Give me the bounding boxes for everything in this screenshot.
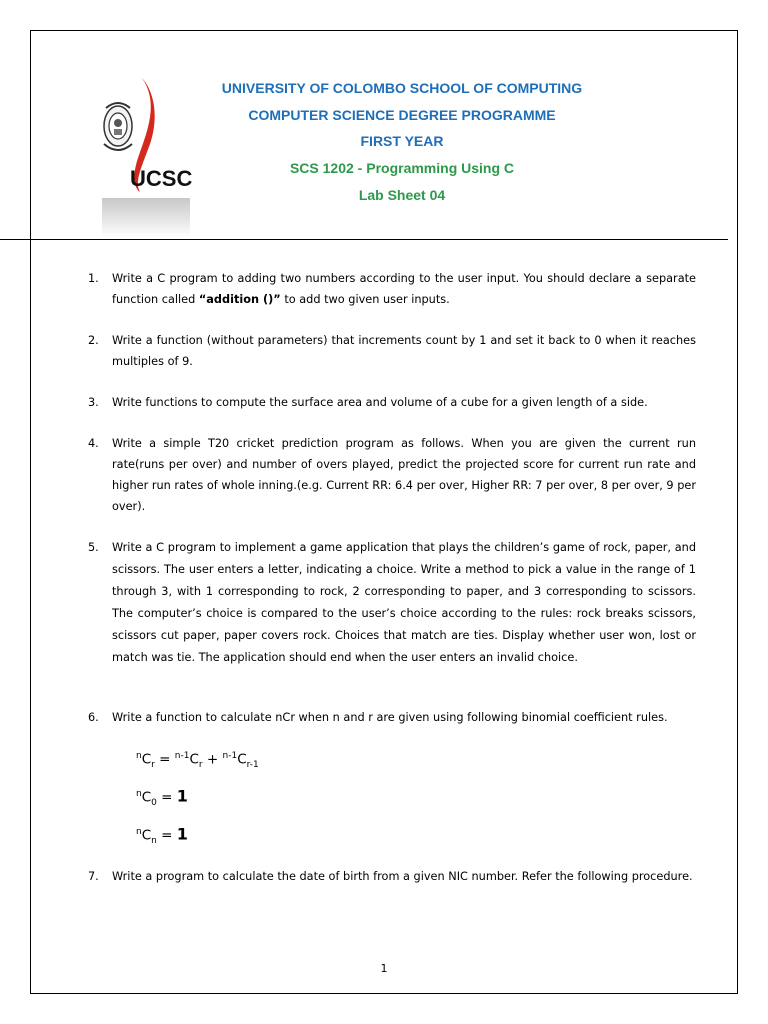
lab-sheet-title: Lab Sheet 04 <box>358 187 446 203</box>
question-5 <box>82 537 696 669</box>
formula-base-zero: $^nC_0 = 1$ <box>136 786 188 809</box>
logo-reflection <box>102 198 190 238</box>
question-text: Write a C program to implement a game application that plays the children’s game of rock, paper, and scissors. The user enters a letter, indicating a choice. Write a method to pick a value in the range of 1 through 3, with 1 corresponding to rock, 2 corresponding to paper, and 3 corresponding to scissors. The computer’s choice is compared to the user’s choice according to the rules: rock breaks scissors, scissors cut paper, paper covers rock. Choices that match are ties. Display whether user won, lost or match was tie. The application should end when the user enters an invalid choice. <box>112 541 696 664</box>
question-number: 5. <box>88 541 99 554</box>
question-text: to add two given user inputs. <box>280 293 450 306</box>
question-text: Write a function to calculate nCr when n and r are given using following binomial coefficient rules. <box>112 711 668 724</box>
question-list <box>82 268 696 907</box>
page-number: 1 <box>380 962 388 975</box>
function-name: “addition ()” <box>198 293 281 306</box>
year-title: FIRST YEAR <box>360 133 444 149</box>
question-number: 6. <box>88 711 99 724</box>
question-2 <box>82 330 696 372</box>
question-text: Write a function (without parameters) that increments count by 1 and set it back to 0 when it reaches multiples of 9. <box>112 334 696 368</box>
question-number: 2. <box>88 334 99 347</box>
university-title: UNIVERSITY OF COLOMBO SCHOOL OF COMPUTING <box>221 80 583 96</box>
ucsc-logo <box>98 74 194 240</box>
question-number: 4. <box>88 437 99 450</box>
logo-text: UCSC <box>130 166 193 191</box>
course-title: SCS 1202 - Programming Using C <box>289 160 515 176</box>
question-text: Write a program to calculate the date of birth from a given NIC number. Refer the following procedure. <box>112 870 693 883</box>
question-7 <box>82 866 696 887</box>
question-4 <box>82 433 696 517</box>
question-1 <box>82 268 696 310</box>
formula-base-n: $^nC_n = 1$ <box>136 824 188 847</box>
question-6 <box>82 707 696 728</box>
question-text: Write a C program to adding two numbers according to the user input. You should declare a separate function called <box>112 272 696 306</box>
programme-title: COMPUTER SCIENCE DEGREE PROGRAMME <box>248 107 556 123</box>
question-number: 3. <box>88 396 99 409</box>
header-divider <box>0 239 728 240</box>
question-3 <box>82 392 696 413</box>
formula-recurrence: $^nC_r = ^{n-1}C_r + ^{n-1}C_{r-1}$ <box>136 751 259 771</box>
question-text: Write a simple T20 cricket prediction program as follows. When you are given the current run rate(runs per over) and number of overs played, predict the projected score for current run rate and higher run rates of whole inning.(e.g. Current RR: 6.4 per over, Higher RR: 7 per over, 8 per over, 9 per over). <box>112 437 696 513</box>
crest-icon <box>104 103 132 150</box>
question-text: Write functions to compute the surface area and volume of a cube for a given length of a side. <box>112 396 648 409</box>
question-number: 1. <box>88 272 99 285</box>
question-number: 7. <box>88 870 99 883</box>
